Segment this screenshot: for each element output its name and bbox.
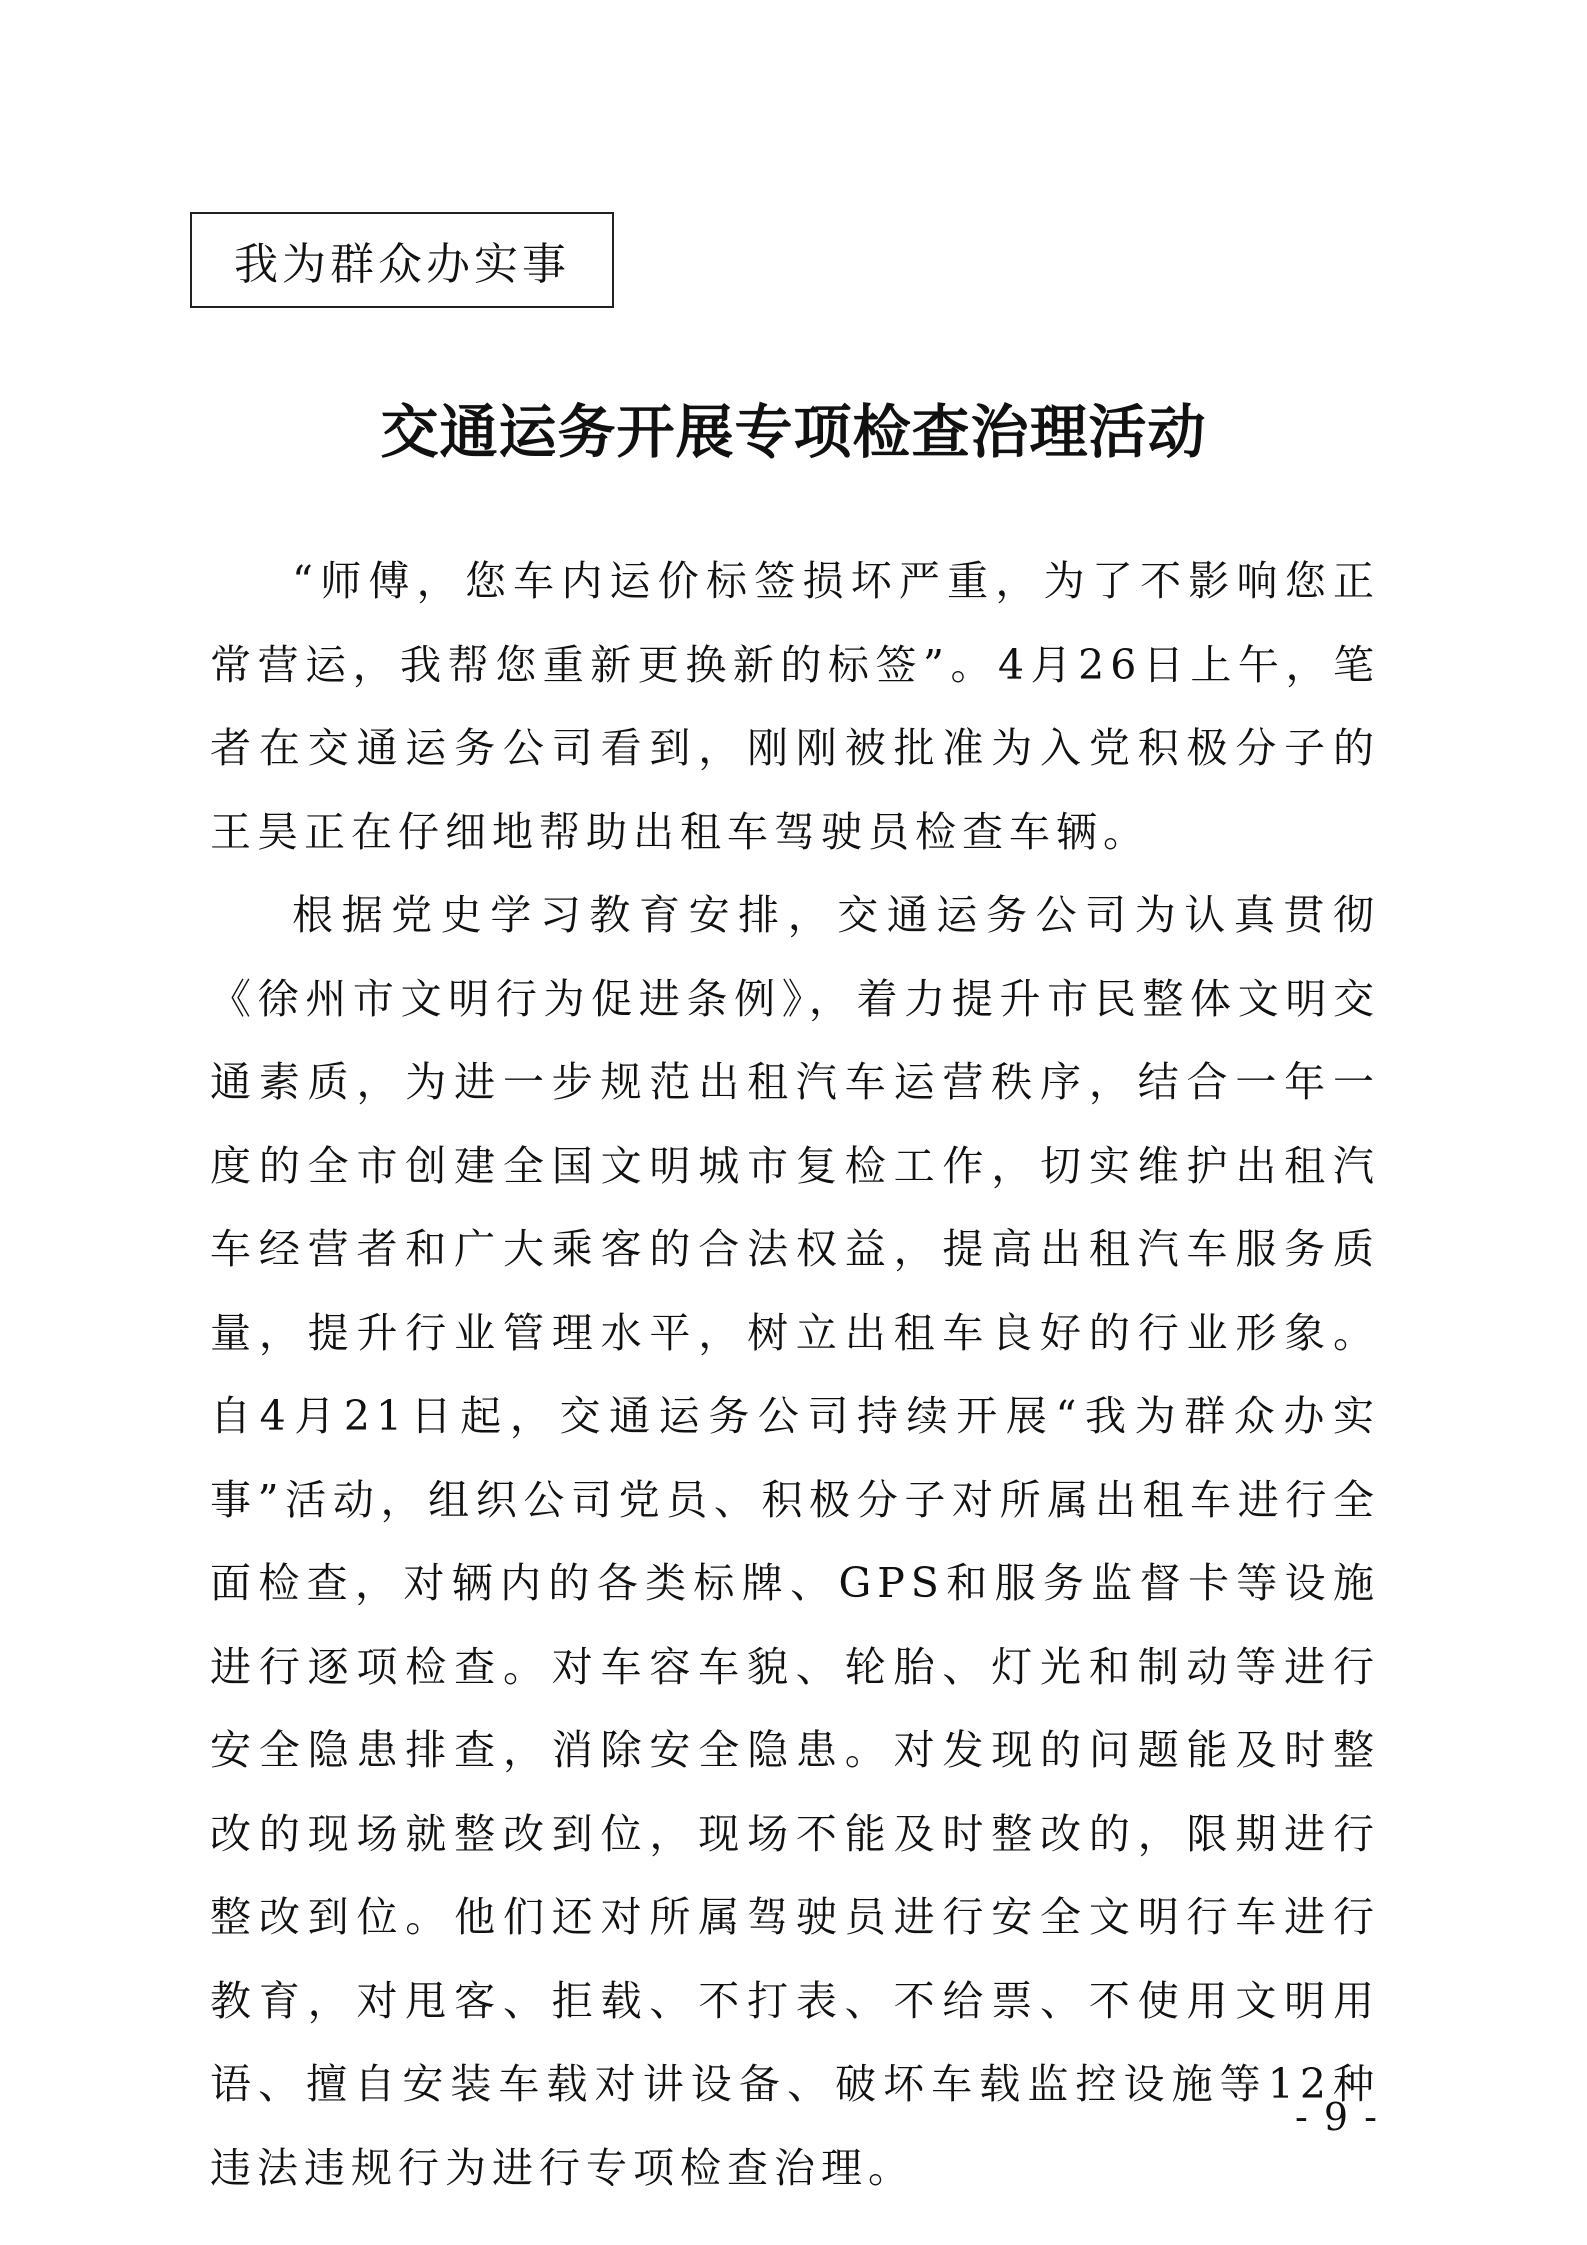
article-body xyxy=(210,540,1380,2210)
section-tag-box: 我为群众办实事 xyxy=(190,212,614,308)
page-number: - 9 - xyxy=(1295,2095,1380,2139)
paragraph-1: “师傅，您车内运价标签损坏严重，为了不影响您正常营运，我帮您重新更换新的标签”。4月26日上午，笔者在交通运务公司看到，刚刚被批准为入党积极分子的王昊正在仔细地帮助出租车驾驶员检查车辆。 xyxy=(210,557,1380,856)
article-title: 交通运务开展专项检查治理活动 xyxy=(380,398,1207,466)
paragraph-2: 根据党史学习教育安排，交通运务公司为认真贯彻《徐州市文明行为促进条例》，着力提升市民整体文明交通素质，为进一步规范出租汽车运营秩序，结合一年一度的全市创建全国文明城市复检工作，切实维护出租汽车经营者和广大乘客的合法权益，提高出租汽车服务质量，提升行业管理水平，树立出租车良好的行业形象。自4月21日起，交通运务公司持续开展“我为群众办实事”活动，组织公司党员、积极分子对所属出租车进行全面检查，对辆内的各类标牌、GPS和服务监督卡等设施进行逐项检查。对车容车貌、轮胎、灯光和制动等进行安全隐患排查，消除安全隐患。对发现的问题能及时整改的现场就整改到位，现场不能及时整改的，限期进行整改到位。他们还对所属驾驶员进行安全文明行车进行教育，对甩客、拒载、不打表、不给票、不使用文明用语、擅自安装车载对讲设备、破坏车载监控设施等12种违法违规行为进行专项检查治理。 xyxy=(210,891,1380,2192)
